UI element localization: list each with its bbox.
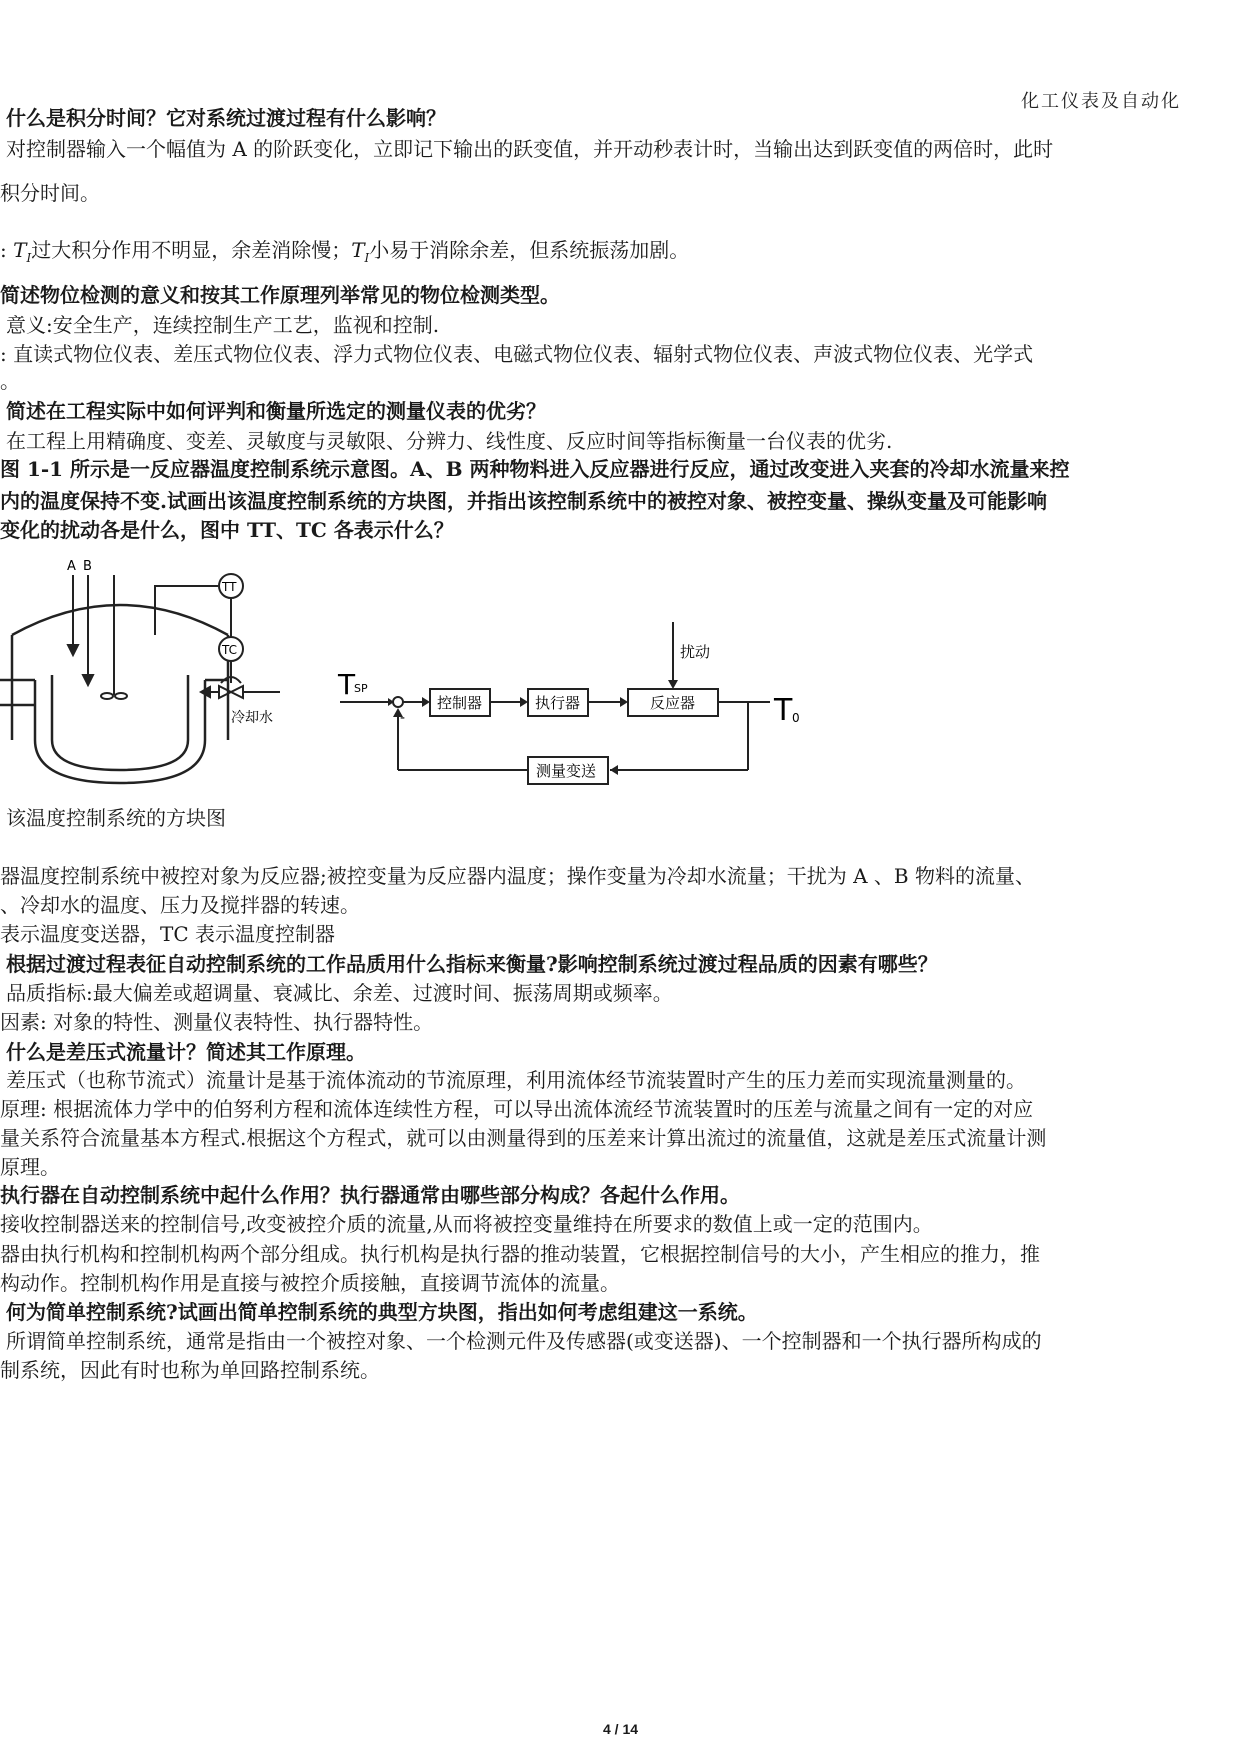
tt-label: TT: [222, 580, 237, 594]
page-header: 化工仪表及自动化: [1021, 91, 1181, 112]
answer-text: 构动作。控制机构作用是直接与被控介质接触，直接调节流体的流量。: [0, 1271, 620, 1295]
answer-text: 原理: 根据流体力学中的伯努利方程和流体连续性方程，可以导出流体流经节流装置时的压差与流量之间有一定的对应: [0, 1097, 1034, 1121]
answer-text: 原理。: [0, 1155, 60, 1179]
question-level-detection: 简述物位检测的意义和按其工作原理列举常见的物位检测类型。: [0, 283, 560, 307]
reactor-block-label: 反应器: [650, 694, 696, 712]
ti-symbol: $T_I$: [13, 238, 32, 265]
question-transient-quality: 根据过渡过程表征自动控制系统的工作品质用什么指标来衡量?影响控制系统过渡过程品质的因素有哪些？: [6, 952, 938, 976]
answer-text: 品质指标:最大偏差或超调量、衰减比、余差、过渡时间、振荡周期或频率。: [6, 981, 673, 1005]
output-subscript: 0: [792, 711, 800, 725]
setpoint-subscript: SP: [354, 682, 368, 695]
question-actuator: 执行器在自动控制系统中起什么作用？执行器通常由哪些部分构成？各起什么作用。: [0, 1183, 740, 1207]
colon-mark: :: [0, 238, 7, 262]
answer-text: 因素: 对象的特性、测量仪表特性、执行器特性。: [0, 1010, 434, 1034]
question-dp-flowmeter: 什么是差压式流量计？简述其工作原理。: [6, 1040, 366, 1064]
page-number: 4 / 14: [602, 1721, 639, 1737]
question-simple-control: 何为简单控制系统?试画出简单控制系统的典型方块图，指出如何考虑组建这一系统。: [6, 1300, 758, 1324]
answer-ti-effect: [0, 236, 1241, 272]
answer-text: 意义:安全生产，连续控制生产工艺，监视和控制.: [6, 313, 440, 337]
answer-text: 制系统，因此有时也称为单回路控制系统。: [0, 1358, 380, 1382]
setpoint-symbol: T: [338, 668, 356, 701]
minus-sign: -: [400, 710, 406, 726]
answer-text: 过大积分作用不明显，余差消除慢；: [31, 238, 352, 262]
answer-text: 在工程上用精确度、变差、灵敏度与灵敏限、分辨力、线性度、反应时间等指标衡量一台仪表的优劣.: [6, 429, 893, 453]
question-instrument-evaluation: 简述在工程实际中如何评判和衡量所选定的测量仪表的优劣？: [6, 399, 546, 423]
answer-text: 。: [0, 369, 20, 393]
answer-text: 差压式（也称节流式）流量计是基于流体流动的节流原理，利用流体经节流装置时产生的压力差而实现流量测量的。: [6, 1068, 1026, 1092]
measurement-block-label: 测量变送: [536, 762, 597, 780]
answer-text: : 直读式物位仪表、差压式物位仪表、浮力式物位仪表、电磁式物位仪表、辐射式物位仪表、声波式物位仪表、光学式: [0, 342, 1034, 366]
disturbance-label: 扰动: [680, 643, 711, 661]
answer-text: 量关系符合流量基本方程式.根据这个方程式，就可以由测量得到的压差来计算出流过的流量值，这就是差压式流量计测: [0, 1126, 1047, 1150]
answer-text: 表示温度变送器，TC 表示温度控制器: [0, 922, 335, 946]
answer-text: 所谓简单控制系统，通常是指由一个被控对象、一个检测元件及传感器(或变送器)、一个控制器和一个执行器所构成的: [6, 1329, 1042, 1353]
question-reactor-control: 变化的扰动各是什么，图中 TT、TC 各表示什么？: [0, 518, 454, 542]
answer-text: 小易于消除余差，但系统振荡加剧。: [369, 238, 690, 262]
actuator-block-label: 执行器: [535, 694, 581, 712]
cooling-water-label: 冷却水: [231, 710, 273, 726]
output-symbol: T: [774, 693, 793, 728]
answer-text: 、冷却水的温度、压力及搅拌器的转速。: [0, 893, 360, 917]
tc-label: TC: [222, 643, 238, 657]
controller-block-label: 控制器: [437, 694, 483, 712]
answer-text: 积分时间。: [0, 181, 100, 205]
question-reactor-control: 内的温度保持不变.试画出该温度控制系统的方块图，并指出该控制系统中的被控对象、被控变量、操纵变量及可能影响: [0, 489, 1047, 513]
reactor-schematic: [0, 555, 300, 785]
block-diagram: [330, 612, 830, 802]
question-reactor-control: 图 1-1 所示是一反应器温度控制系统示意图。A、B 两种物料进入反应器进行反应，通过改变进入夹套的冷却水流量来控: [0, 457, 1070, 481]
feed-b-label: B: [83, 559, 92, 574]
answer-text: 对控制器输入一个幅值为 A 的阶跃变化，立即记下输出的跃变值，并开动秒表计时，当输出达到跃变值的两倍时，此时: [6, 137, 1054, 161]
answer-text: 接收控制器送来的控制信号,改变被控介质的流量,从而将被控变量维持在所要求的数值上或一定的范围内。: [0, 1212, 933, 1236]
answer-text: 器温度控制系统中被控对象为反应器;被控变量为反应器内温度；操作变量为冷却水流量；干扰为 A 、B 物料的流量、: [0, 864, 1035, 888]
figure-caption: 该温度控制系统的方块图: [6, 806, 226, 830]
feed-a-label: A: [67, 559, 76, 574]
answer-text: 器由执行机构和控制机构两个部分组成。执行机构是执行器的推动装置，它根据控制信号的大小，产生相应的推力，推: [0, 1242, 1040, 1266]
ti-symbol: $T_I$: [351, 238, 370, 265]
question-integral-time: 什么是积分时间？它对系统过渡过程有什么影响？: [6, 106, 446, 130]
